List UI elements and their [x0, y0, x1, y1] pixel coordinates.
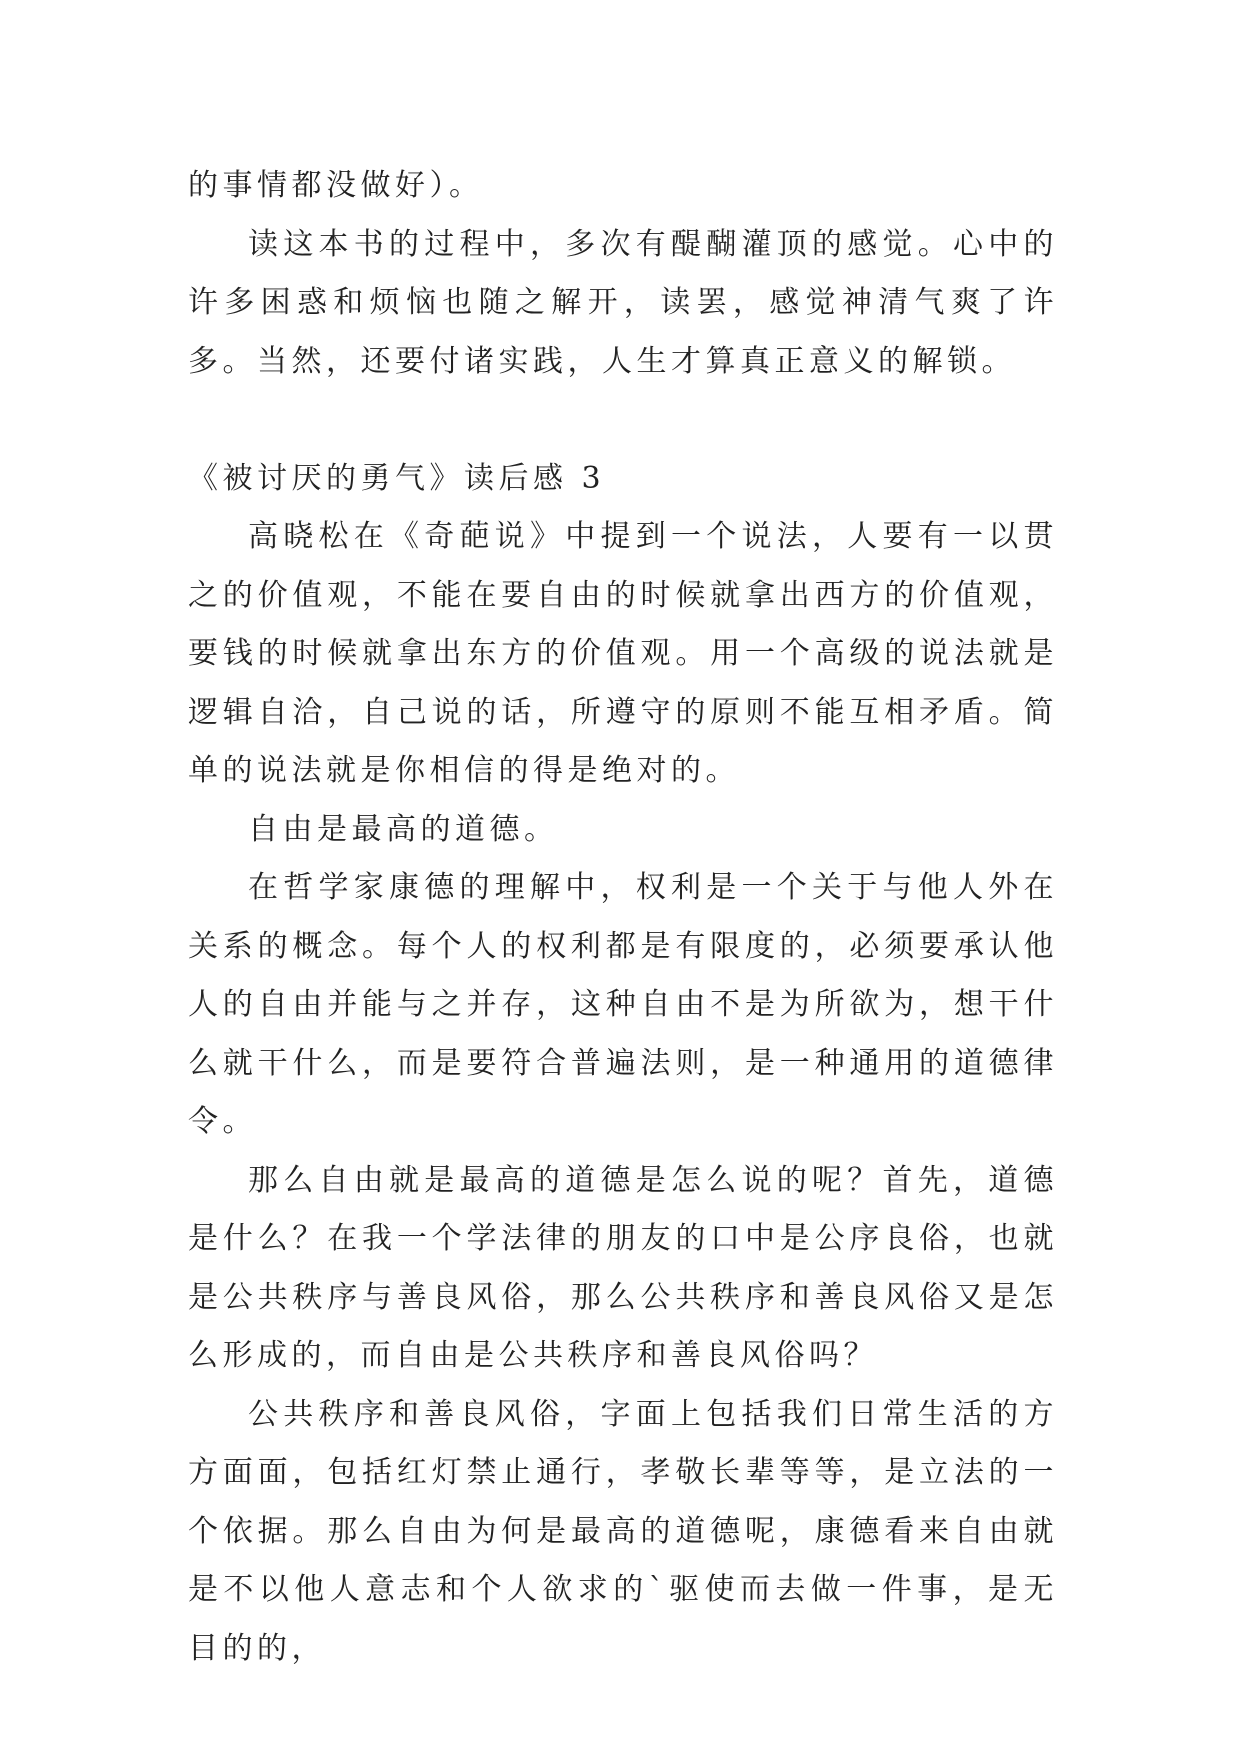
- intro-paragraph: 读这本书的过程中，多次有醍醐灌顶的感觉。心中的许多困惑和烦恼也随之解开，读罢，感觉神清气爽了许多。当然，还要付诸实践，人生才算真正意义的解锁。: [188, 226, 1058, 379]
- continuation-text: 的事情都没做好）。: [188, 168, 484, 203]
- section-spacer: [188, 391, 1058, 450]
- document-body: [188, 157, 1058, 1678]
- body-paragraph: 高晓松在《奇葩说》中提到一个说法，人要有一以贯之的价值观，不能在要自由的时候就拿出西方的价值观，要钱的时候就拿出东方的价值观。用一个高级的说法就是逻辑自洽，自己说的话，所遵守的原则不能互相矛盾。简单的说法就是你相信的得是绝对的。: [188, 519, 1058, 788]
- section-title: 《被讨厌的勇气》读后感 3: [188, 460, 606, 496]
- body-paragraph: 自由是最高的道德。: [248, 811, 559, 847]
- body-paragraph: 公共秩序和善良风俗，字面上包括我们日常生活的方方面面，包括红灯禁止通行，孝敬长辈等等，是立法的一个依据。那么自由为何是最高的道德呢，康德看来自由就是不以他人意志和个人欲求的`驱使而去做一件事，是无目的的，: [188, 1396, 1058, 1666]
- body-paragraph: 那么自由就是最高的道德是怎么说的呢？首先，道德是什么？在我一个学法律的朋友的口中是公序良俗，也就是公共秩序与善良风俗，那么公共秩序和善良风俗又是怎么形成的，而自由是公共秩序和善良风俗吗？: [188, 1162, 1058, 1373]
- body-paragraph: 在哲学家康德的理解中，权利是一个关于与他人外在关系的概念。每个人的权利都是有限度的，必须要承认他人的自由并能与之并存，这种自由不是为所欲为，想干什么就干什么，而是要符合普遍法则，是一种通用的道德律令。: [188, 870, 1058, 1139]
